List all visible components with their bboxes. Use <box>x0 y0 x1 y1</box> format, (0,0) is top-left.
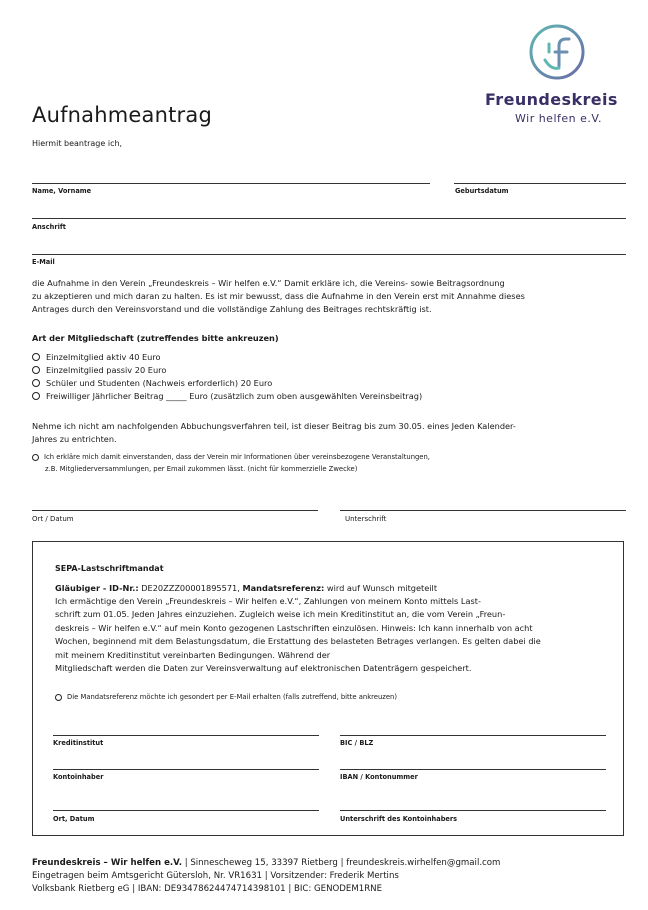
page-title: Aufnahmeantrag <box>32 103 212 127</box>
name-label: Name, Vorname <box>32 187 92 195</box>
logo-mark-icon <box>527 22 587 82</box>
birthdate-label: Geburtsdatum <box>455 187 509 195</box>
membership-option-active[interactable]: Einzelmitglied aktiv 40 Euro <box>32 352 161 362</box>
footer: Freundeskreis – Wir helfen e.V. | Sinnescheweg 15, 33397 Rietberg | freundeskreis.wirhelfen@gmail.com Eingetragen beim Amtsgericht Gütersloh, Nr. VR1631 | Vorsitzender: Frederik Mertins Volksbank Rietberg eG | IBAN: DE93478624474714398101 | BIC: GENODEM1RNE <box>32 858 501 894</box>
bank-label: Kreditinstitut <box>53 739 104 747</box>
membership-heading: Art der Mitgliedschaft (zutreffendes bitte ankreuzen) <box>32 333 279 343</box>
place-date-label: Ort / Datum <box>32 515 74 523</box>
sepa-title: SEPA-Lastschriftmandat <box>55 564 164 573</box>
email-field-line[interactable] <box>32 254 626 255</box>
signature-label: Unterschrift <box>345 515 387 523</box>
checkbox-circle-icon[interactable] <box>55 694 62 701</box>
declaration-text: die Aufnahme in den Verein „Freundeskreis – Wir helfen e.V.“ Damit erkläre ich, die Vereins- sowie Beitragsordnung zu akzeptieren und mich daran zu halten. Es ist mir bewusst, dass die Aufnahme in den Verein erst mit Annahme dieses Antrages durch den Vereinsvorstand und die vollständige Zahlung des Beitrages rechtskräftig ist. <box>32 278 525 314</box>
radio-circle-icon[interactable] <box>32 366 40 374</box>
logo <box>485 22 630 132</box>
sepa-place-date-label: Ort, Datum <box>53 815 95 823</box>
checkbox-circle-icon[interactable] <box>32 454 39 461</box>
sepa-email-option[interactable]: Die Mandatsreferenz möchte ich gesondert per E-Mail erhalten (falls zutreffend, bitte ankreuzen) <box>55 691 397 703</box>
bank-line[interactable] <box>53 735 319 736</box>
iban-line[interactable] <box>340 769 606 770</box>
iban-label: IBAN / Kontonummer <box>340 773 418 781</box>
footer-org: Freundeskreis – Wir helfen e.V. <box>32 858 182 868</box>
radio-circle-icon[interactable] <box>32 353 40 361</box>
radio-circle-icon[interactable] <box>32 392 40 400</box>
membership-option-voluntary[interactable]: Freiwilliger Jährlicher Beitrag _____ Euro (zusätzlich zum oben ausgewählten Vereinsbeitrag) <box>32 391 422 401</box>
bic-label: BIC / BLZ <box>340 739 374 747</box>
sepa-mandate-box <box>32 541 624 836</box>
sepa-text: Ich ermächtige den Verein „Freundeskreis – Wir helfen e.V.“, Zahlungen von meinem Konto mittels Last- schrift zum 01.05. Jeden Jahres einzuziehen. Zugleich weise ich mein Kreditinstitut an, die vom Verein „Freun- deskreis – Wir helfen e.V.“ auf mein Konto gezogenen Lastschriften einzulösen. Hinweis: Ich kann innerhalb von acht Wochen, beginnend mit dem Belastungsdatum, die Erstattung des belasteten Betrages verlangen. Es gelten dabei die mit meinem Kreditinstitut vereinbarten Bedingungen. Während der Mitgliedschaft werden die Daten zur Vereinsverwaltung auf elektronischen Datenträgern gespeichert. <box>55 596 541 674</box>
birthdate-field-line[interactable] <box>454 183 626 184</box>
holder-signature-line[interactable] <box>340 810 606 811</box>
debit-note: Nehme ich nicht am nachfolgenden Abbuchungsverfahren teil, ist dieser Beitrag bis zum 30.05. eines Jeden Kalender- Jahres zu entrichten. <box>32 421 516 444</box>
logo-name: Freundeskreis <box>485 90 618 109</box>
logo-tagline: Wir helfen e.V. <box>515 112 602 125</box>
sepa-place-date-line[interactable] <box>53 810 319 811</box>
membership-option-student[interactable]: Schüler und Studenten (Nachweis erforderlich) 20 Euro <box>32 378 272 388</box>
bic-line[interactable] <box>340 735 606 736</box>
address-field-line[interactable] <box>32 218 626 219</box>
address-label: Anschrift <box>32 223 66 231</box>
sepa-creditor: Gläubiger - ID-Nr.: DE20ZZZ00001895571, Mandatsreferenz: wird auf Wunsch mitgeteilt <box>55 583 438 593</box>
holder-signature-label: Unterschrift des Kontoinhabers <box>340 815 458 823</box>
email-label: E-Mail <box>32 258 55 266</box>
place-date-line[interactable] <box>32 510 318 511</box>
intro-text: Hiermit beantrage ich, <box>32 139 123 148</box>
membership-option-passive[interactable]: Einzelmitglied passiv 20 Euro <box>32 365 166 375</box>
signature-line[interactable] <box>340 510 626 511</box>
holder-line[interactable] <box>53 769 319 770</box>
radio-circle-icon[interactable] <box>32 379 40 387</box>
name-field-line[interactable] <box>32 183 430 184</box>
consent-option[interactable]: Ich erkläre mich damit einverstanden, dass der Verein mir Informationen über vereinsbezogene Veranstaltungen, z.B. Mitgliederversammlungen, per Email zukommen lässt. (nicht für kommerzielle Zwecke) <box>32 451 632 475</box>
holder-label: Kontoinhaber <box>53 773 104 781</box>
